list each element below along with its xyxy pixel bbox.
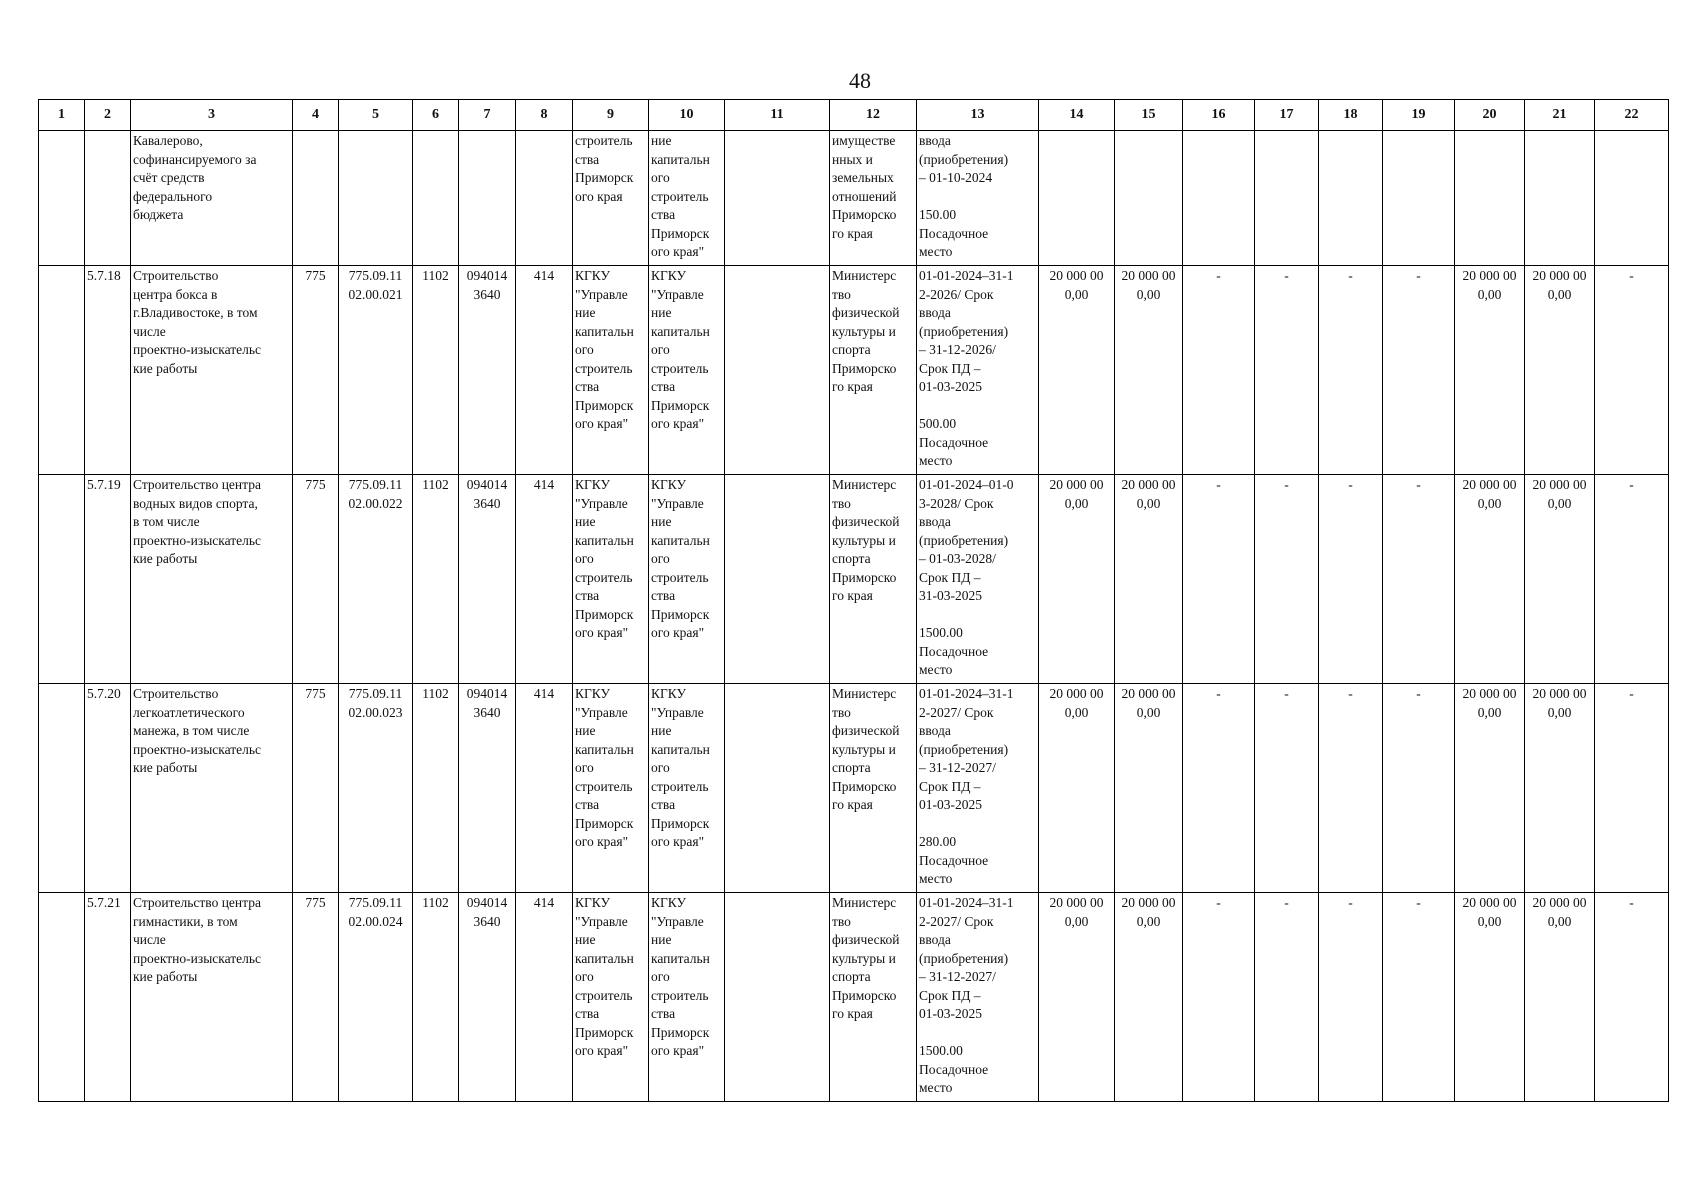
col-header-5: 5 xyxy=(339,100,413,131)
cell-object-name: Строительство центра бокса в г.Владивостоке, в том числе проектно-изыскательс кие работы xyxy=(131,266,293,475)
cell-amount-17: - xyxy=(1255,475,1319,684)
cell-amount-17: - xyxy=(1255,266,1319,475)
col-header-15: 15 xyxy=(1115,100,1183,131)
cell-code-4: 775 xyxy=(293,266,339,475)
cell-empty xyxy=(1595,131,1669,266)
cell-terms: 01-01-2024–31-1 2-2026/ Срок ввода (приобретения) – 31-12-2026/ Срок ПД – 01-03-2025 500.00 Посадочное место xyxy=(917,266,1039,475)
cell-amount-21: 20 000 00 0,00 xyxy=(1525,266,1595,475)
cell-empty xyxy=(1115,131,1183,266)
cell-amount-22: - xyxy=(1595,684,1669,893)
col-header-18: 18 xyxy=(1319,100,1383,131)
cell-object-name: Строительство легкоатлетического манежа, в том числе проектно-изыскательс кие работы xyxy=(131,684,293,893)
cell-empty xyxy=(1183,131,1255,266)
cell-amount-18: - xyxy=(1319,893,1383,1102)
table-row xyxy=(39,475,1669,684)
cell-empty xyxy=(516,131,573,266)
col-header-22: 22 xyxy=(1595,100,1669,131)
continuation-row xyxy=(39,131,1669,266)
cell-code-4: 775 xyxy=(293,893,339,1102)
cell-object-name: Кавалерово, софинансируемого за счёт средств федерального бюджета xyxy=(131,131,293,266)
cell-item-number: 5.7.18 xyxy=(85,266,131,475)
cell-amount-19: - xyxy=(1383,266,1455,475)
cell-empty xyxy=(39,893,85,1102)
col-header-13: 13 xyxy=(917,100,1039,131)
cell-empty xyxy=(39,684,85,893)
cell-amount-15: 20 000 00 0,00 xyxy=(1115,475,1183,684)
cell-code-4: 775 xyxy=(293,475,339,684)
cell-amount-22: - xyxy=(1595,893,1669,1102)
cell-col-11 xyxy=(725,266,830,475)
cell-empty xyxy=(39,131,85,266)
cell-code-5: 775.09.11 02.00.024 xyxy=(339,893,413,1102)
cell-responsible: Министерс тво физической культуры и спорта Приморско го края xyxy=(830,266,917,475)
cell-empty xyxy=(1383,131,1455,266)
cell-responsible: Министерс тво физической культуры и спорта Приморско го края xyxy=(830,893,917,1102)
cell-empty xyxy=(1039,131,1115,266)
col-header-20: 20 xyxy=(1455,100,1525,131)
cell-developer: ние капитальн ого строитель ства Приморск ого края" xyxy=(649,131,725,266)
cell-empty xyxy=(339,131,413,266)
cell-code-8: 414 xyxy=(516,893,573,1102)
col-header-16: 16 xyxy=(1183,100,1255,131)
cell-code-6: 1102 xyxy=(413,475,459,684)
cell-code-4: 775 xyxy=(293,684,339,893)
cell-amount-17: - xyxy=(1255,684,1319,893)
cell-code-8: 414 xyxy=(516,266,573,475)
cell-empty xyxy=(725,131,830,266)
cell-amount-18: - xyxy=(1319,475,1383,684)
budget-table xyxy=(38,99,1669,1102)
cell-customer: КГКУ "Управле ние капитальн ого строитель ства Приморск ого края" xyxy=(573,475,649,684)
cell-amount-18: - xyxy=(1319,266,1383,475)
cell-item-number: 5.7.19 xyxy=(85,475,131,684)
col-header-9: 9 xyxy=(573,100,649,131)
cell-customer: строитель ства Приморск ого края xyxy=(573,131,649,266)
cell-amount-20: 20 000 00 0,00 xyxy=(1455,684,1525,893)
col-header-11: 11 xyxy=(725,100,830,131)
cell-col-11 xyxy=(725,684,830,893)
cell-amount-15: 20 000 00 0,00 xyxy=(1115,266,1183,475)
cell-code-7: 094014 3640 xyxy=(459,684,516,893)
cell-amount-18: - xyxy=(1319,684,1383,893)
cell-code-7: 094014 3640 xyxy=(459,475,516,684)
table-row xyxy=(39,893,1669,1102)
cell-object-name: Строительство центра гимнастики, в том числе проектно-изыскательс кие работы xyxy=(131,893,293,1102)
cell-empty xyxy=(1525,131,1595,266)
cell-code-8: 414 xyxy=(516,684,573,893)
cell-amount-16: - xyxy=(1183,893,1255,1102)
col-header-12: 12 xyxy=(830,100,917,131)
cell-empty xyxy=(413,131,459,266)
col-header-7: 7 xyxy=(459,100,516,131)
cell-amount-16: - xyxy=(1183,684,1255,893)
cell-amount-21: 20 000 00 0,00 xyxy=(1525,684,1595,893)
col-header-2: 2 xyxy=(85,100,131,131)
cell-empty xyxy=(85,131,131,266)
cell-amount-19: - xyxy=(1383,684,1455,893)
cell-amount-20: 20 000 00 0,00 xyxy=(1455,893,1525,1102)
col-header-4: 4 xyxy=(293,100,339,131)
cell-item-number: 5.7.20 xyxy=(85,684,131,893)
cell-empty xyxy=(459,131,516,266)
cell-empty xyxy=(293,131,339,266)
cell-amount-17: - xyxy=(1255,893,1319,1102)
cell-col-11 xyxy=(725,893,830,1102)
cell-amount-20: 20 000 00 0,00 xyxy=(1455,475,1525,684)
cell-customer: КГКУ "Управле ние капитальн ого строитель ства Приморск ого края" xyxy=(573,684,649,893)
col-header-6: 6 xyxy=(413,100,459,131)
cell-object-name: Строительство центра водных видов спорта, в том числе проектно-изыскательс кие работы xyxy=(131,475,293,684)
cell-amount-14: 20 000 00 0,00 xyxy=(1039,893,1115,1102)
cell-empty xyxy=(39,475,85,684)
cell-amount-14: 20 000 00 0,00 xyxy=(1039,266,1115,475)
header-row xyxy=(39,100,1669,131)
col-header-3: 3 xyxy=(131,100,293,131)
col-header-8: 8 xyxy=(516,100,573,131)
col-header-14: 14 xyxy=(1039,100,1115,131)
cell-code-7: 094014 3640 xyxy=(459,893,516,1102)
cell-code-7: 094014 3640 xyxy=(459,266,516,475)
table-row xyxy=(39,266,1669,475)
cell-amount-15: 20 000 00 0,00 xyxy=(1115,893,1183,1102)
cell-amount-21: 20 000 00 0,00 xyxy=(1525,893,1595,1102)
cell-col-11 xyxy=(725,475,830,684)
cell-developer: КГКУ "Управле ние капитальн ого строитель ства Приморск ого края" xyxy=(649,684,725,893)
cell-amount-19: - xyxy=(1383,893,1455,1102)
cell-amount-21: 20 000 00 0,00 xyxy=(1525,475,1595,684)
cell-code-5: 775.09.11 02.00.021 xyxy=(339,266,413,475)
cell-responsible: Министерс тво физической культуры и спорта Приморско го края xyxy=(830,475,917,684)
cell-customer: КГКУ "Управле ние капитальн ого строитель ства Приморск ого края" xyxy=(573,893,649,1102)
cell-item-number: 5.7.21 xyxy=(85,893,131,1102)
cell-terms: ввода (приобретения) – 01-10-2024 150.00 Посадочное место xyxy=(917,131,1039,266)
cell-responsible: имуществе нных и земельных отношений Приморско го края xyxy=(830,131,917,266)
cell-amount-20: 20 000 00 0,00 xyxy=(1455,266,1525,475)
cell-code-6: 1102 xyxy=(413,684,459,893)
page-number: 48 xyxy=(849,68,871,93)
cell-amount-16: - xyxy=(1183,266,1255,475)
cell-code-6: 1102 xyxy=(413,266,459,475)
cell-terms: 01-01-2024–31-1 2-2027/ Срок ввода (приобретения) – 31-12-2027/ Срок ПД – 01-03-2025 280.00 Посадочное место xyxy=(917,684,1039,893)
cell-empty xyxy=(1455,131,1525,266)
col-header-10: 10 xyxy=(649,100,725,131)
cell-code-6: 1102 xyxy=(413,893,459,1102)
col-header-21: 21 xyxy=(1525,100,1595,131)
cell-terms: 01-01-2024–31-1 2-2027/ Срок ввода (приобретения) – 31-12-2027/ Срок ПД – 01-03-2025 1500.00 Посадочное место xyxy=(917,893,1039,1102)
cell-amount-16: - xyxy=(1183,475,1255,684)
cell-amount-22: - xyxy=(1595,475,1669,684)
col-header-1: 1 xyxy=(39,100,85,131)
col-header-19: 19 xyxy=(1383,100,1455,131)
cell-responsible: Министерс тво физической культуры и спорта Приморско го края xyxy=(830,684,917,893)
col-header-17: 17 xyxy=(1255,100,1319,131)
cell-code-8: 414 xyxy=(516,475,573,684)
cell-amount-19: - xyxy=(1383,475,1455,684)
cell-terms: 01-01-2024–01-0 3-2028/ Срок ввода (приобретения) – 01-03-2028/ Срок ПД – 31-03-2025 1500.00 Посадочное место xyxy=(917,475,1039,684)
cell-amount-14: 20 000 00 0,00 xyxy=(1039,684,1115,893)
cell-amount-14: 20 000 00 0,00 xyxy=(1039,475,1115,684)
cell-code-5: 775.09.11 02.00.023 xyxy=(339,684,413,893)
cell-empty xyxy=(39,266,85,475)
cell-amount-22: - xyxy=(1595,266,1669,475)
cell-amount-15: 20 000 00 0,00 xyxy=(1115,684,1183,893)
cell-empty xyxy=(1255,131,1319,266)
cell-customer: КГКУ "Управле ние капитальн ого строитель ства Приморск ого края" xyxy=(573,266,649,475)
cell-code-5: 775.09.11 02.00.022 xyxy=(339,475,413,684)
cell-developer: КГКУ "Управле ние капитальн ого строитель ства Приморск ого края" xyxy=(649,475,725,684)
cell-developer: КГКУ "Управле ние капитальн ого строитель ства Приморск ого края" xyxy=(649,266,725,475)
cell-empty xyxy=(1319,131,1383,266)
cell-developer: КГКУ "Управле ние капитальн ого строитель ства Приморск ого края" xyxy=(649,893,725,1102)
table-row xyxy=(39,684,1669,893)
